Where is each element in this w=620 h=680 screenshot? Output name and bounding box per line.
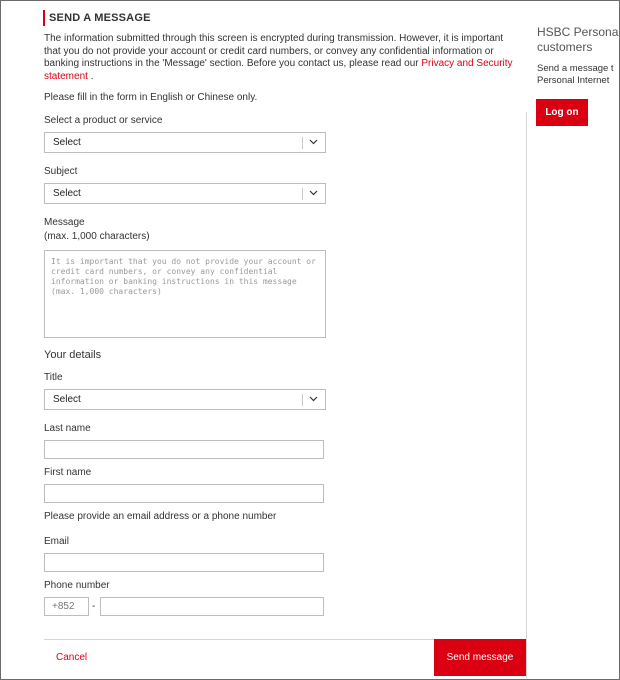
sidebar-title (537, 25, 620, 55)
last-name-field[interactable] (44, 440, 324, 459)
subject-select[interactable] (44, 183, 326, 204)
phone-separator: - (92, 601, 96, 612)
chevron-down-icon (309, 396, 318, 402)
select-divider (302, 137, 303, 149)
message-placeholder: It is important that you do not provide your account or credit card numbers, or convey any confidential information or banking instructions in this message (max. 1,000 characters) (51, 257, 321, 296)
product-select[interactable] (44, 132, 326, 153)
page-title: SEND A MESSAGE (43, 10, 151, 26)
last-name-label: Last name (44, 423, 91, 434)
cancel-button[interactable]: Cancel (56, 652, 88, 663)
first-name-field[interactable] (44, 484, 324, 503)
sidebar-text-line1: Send a message t (537, 63, 614, 74)
subject-label: Subject (44, 166, 78, 177)
phone-field[interactable] (100, 597, 324, 616)
first-name-label: First name (44, 467, 92, 478)
phone-country-code[interactable]: +852 (44, 597, 89, 616)
log-on-button[interactable]: Log on (536, 99, 588, 126)
message-label: Message (44, 217, 85, 228)
email-field[interactable] (44, 553, 324, 572)
product-select-value: Select (53, 137, 81, 148)
chevron-down-icon (309, 139, 318, 145)
sidebar-text-line2: Personal Internet (537, 75, 610, 86)
form-divider (526, 112, 527, 678)
chevron-down-icon (309, 190, 318, 196)
sidebar-title-line2: customers (537, 40, 593, 54)
sidebar-text (537, 63, 620, 87)
intro-body: The information submitted through this screen is encrypted during transmission. However, it is important that you do not provide your account or credit card numbers, or convey any confidential information or banking instructions in the 'Message' section. Before you contact us, please read our (44, 33, 504, 69)
subject-select-value: Select (53, 188, 81, 199)
select-divider (302, 188, 303, 200)
message-sublabel: (max. 1,000 characters) (44, 231, 150, 242)
sidebar-title-line1: HSBC Persona (537, 25, 619, 39)
privacy-link[interactable]: Privacy and Security statement (44, 58, 513, 82)
select-divider (302, 394, 303, 406)
language-note: Please fill in the form in English or Chinese only. (44, 92, 258, 103)
phone-label: Phone number (44, 580, 110, 591)
send-message-button[interactable]: Send message (434, 639, 526, 676)
title-select[interactable] (44, 389, 326, 410)
email-label: Email (44, 536, 70, 547)
title-select-value: Select (53, 394, 81, 405)
message-textarea[interactable] (44, 250, 326, 338)
your-details-heading: Your details (44, 349, 102, 361)
intro-text (44, 33, 514, 83)
product-label: Select a product or service (44, 115, 163, 126)
contact-note: Please provide an email address or a phone number (44, 511, 277, 522)
intro-end: . (87, 70, 94, 82)
title-label: Title (44, 372, 63, 383)
